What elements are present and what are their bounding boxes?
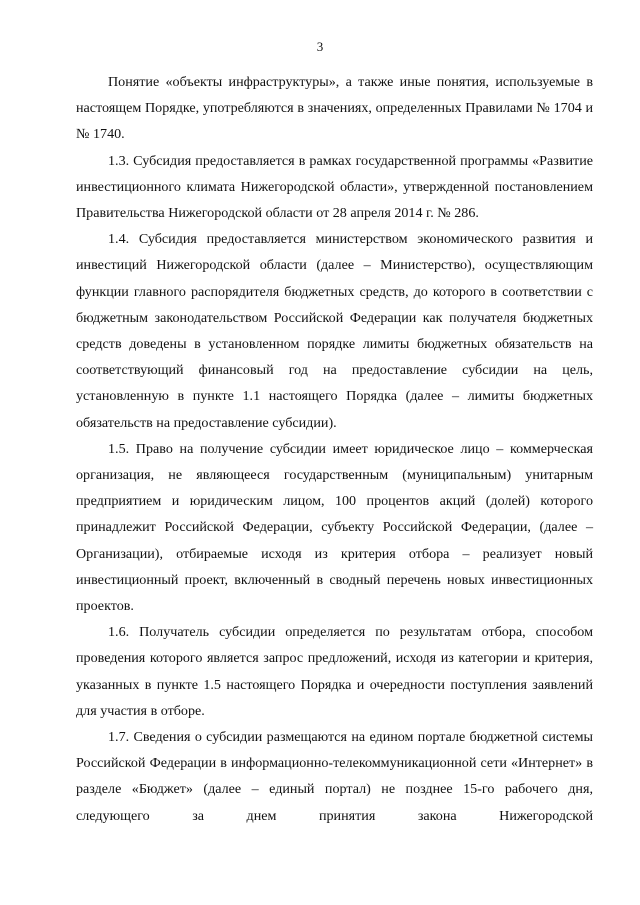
paragraph-1-3: 1.3. Субсидия предоставляется в рамках государственной программы «Развитие инвестиционного климата Нижегородской области», утвержденной постановлением Правительства Нижегородской области от 28 апреля 2014 г. № 286. (76, 152, 593, 222)
document-body (76, 69, 593, 829)
paragraph-1-6: 1.6. Получатель субсидии определяется по результатам отбора, способом проведения которого является запрос предложений, исходя из категории и критерия, указанных в пункте 1.5 настоящего Порядка и очередности поступления заявлений для участия в отборе. (76, 624, 593, 719)
page-number: 3 (316, 39, 324, 54)
paragraph-definitions: Понятие «объекты инфраструктуры», а также иные понятия, используемые в настоящем Порядке, употребляются в значениях, определенных Правилами № 1704 и № 1740. (76, 74, 593, 143)
paragraph-1-5: 1.5. Право на получение субсидии имеет юридическое лицо – коммерческая организация, не являющееся государственным (муниципальным) унитарным предприятием и юридическим лицом, 100 процентов акций (долей) которого принадлежит Российской Федерации, субъекту Российской Федерации, (далее – Организации), отбираемые исходя из критерия отбора – реализует новый инвестиционный проект, включенный в сводный перечень новых инвестиционных проектов. (76, 440, 593, 615)
paragraph-1-4: 1.4. Субсидия предоставляется министерством экономического развития и инвестиций Нижегородской области (далее – Министерство), осуществляющим функции главного распорядителя бюджетных средств, до которого в соответствии с бюджетным законодательством Российской Федерации как получателя бюджетных средств доведены в установленном порядке лимиты бюджетных обязательств на соответствующий финансовый год на предоставление субсидии на цель, установленную в пункте 1.1 настоящего Порядка (далее – лимиты бюджетных обязательств на предоставление субсидии). (76, 231, 593, 431)
paragraph-1-7: 1.7. Сведения о субсидии размещаются на едином портале бюджетной системы Российской Федерации в информационно-телекоммуникационной сети «Интернет» в разделе «Бюджет» (далее – единый портал) не позднее 15-го рабочего дня, следующего за днем принятия закона Нижегородской (76, 729, 593, 824)
